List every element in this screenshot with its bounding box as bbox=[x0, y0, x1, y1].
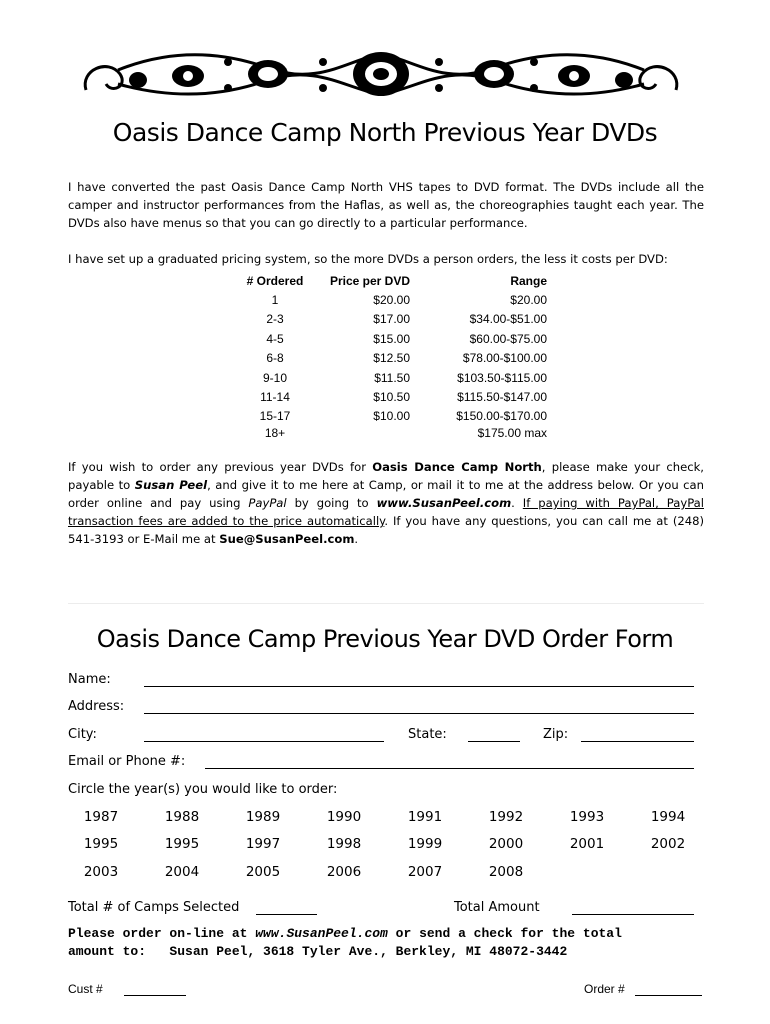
mailing-address: amount to: Susan Peel, 3618 Tyler Ave., Berkley, MI 48072-3442 bbox=[68, 944, 568, 959]
city-field[interactable] bbox=[144, 741, 384, 742]
state-field[interactable] bbox=[468, 741, 520, 742]
cell-range: $60.00-$75.00 bbox=[469, 331, 547, 346]
year-option[interactable]: 2003 bbox=[83, 864, 119, 880]
website-link[interactable]: www.SusanPeel.com bbox=[376, 496, 512, 510]
paypal-text: PayPal bbox=[248, 496, 287, 510]
form-title: Oasis Dance Camp Previous Year DVD Order Form bbox=[96, 625, 674, 653]
camp-name: Oasis Dance Camp North bbox=[372, 460, 542, 474]
cell-range: $175.00 max bbox=[477, 426, 547, 441]
order-text: . bbox=[354, 532, 359, 546]
year-option[interactable]: 1997 bbox=[245, 836, 281, 852]
year-option[interactable]: 2002 bbox=[650, 836, 686, 852]
cell-range: $150.00-$170.00 bbox=[456, 409, 547, 424]
paypal-fee-notice: If paying with PayPal, PayPal transaction fees are added to the price automatically bbox=[68, 496, 704, 528]
order-text: , please make your check, payable to bbox=[68, 460, 704, 492]
name-field[interactable] bbox=[144, 686, 694, 687]
order-text: . If you have any questions, you can call me at (248) 541-3193 or E-Mail me at bbox=[68, 514, 704, 546]
total-camps-label: Total # of Camps Selected bbox=[68, 900, 240, 915]
year-option[interactable]: 1995 bbox=[164, 836, 200, 852]
cell-price: $15.00 bbox=[373, 331, 410, 346]
order-number-field[interactable] bbox=[635, 995, 702, 996]
year-option[interactable]: 1987 bbox=[83, 809, 119, 825]
table-row bbox=[228, 368, 547, 387]
year-option[interactable]: 1990 bbox=[326, 809, 362, 825]
zip-field[interactable] bbox=[581, 741, 694, 742]
column-header-ordered: # Ordered bbox=[246, 273, 304, 288]
column-header-price: Price per DVD bbox=[329, 273, 410, 288]
address-label: Address: bbox=[68, 699, 125, 714]
year-option[interactable]: 1989 bbox=[245, 809, 281, 825]
decorative-scroll-ornament-icon bbox=[78, 40, 684, 102]
total-amount-field[interactable] bbox=[572, 914, 694, 915]
year-option[interactable]: 1998 bbox=[326, 836, 362, 852]
table-row bbox=[228, 407, 547, 426]
cell-ordered: 9-10 bbox=[262, 370, 288, 385]
order-text: If you wish to order any previous year DVDs for bbox=[68, 460, 373, 474]
year-option[interactable]: 2008 bbox=[488, 864, 524, 880]
year-option[interactable]: 1988 bbox=[164, 809, 200, 825]
year-option[interactable]: 1994 bbox=[650, 809, 686, 825]
website-link[interactable]: www.SusanPeel.com bbox=[255, 926, 388, 941]
name-label: Name: bbox=[68, 672, 111, 687]
cust-number-field[interactable] bbox=[124, 995, 186, 996]
order-info-paragraph bbox=[68, 458, 704, 548]
city-label: City: bbox=[68, 727, 97, 742]
year-option[interactable]: 2000 bbox=[488, 836, 524, 852]
email-phone-field[interactable] bbox=[205, 768, 694, 769]
year-option[interactable]: 2006 bbox=[326, 864, 362, 880]
year-option[interactable]: 1991 bbox=[407, 809, 443, 825]
cell-ordered: 18+ bbox=[264, 426, 286, 441]
table-row bbox=[228, 387, 547, 406]
total-camps-field[interactable] bbox=[256, 914, 317, 915]
state-label: State: bbox=[408, 727, 447, 742]
mailing-instructions bbox=[68, 925, 718, 943]
cell-range: $78.00-$100.00 bbox=[462, 351, 547, 366]
year-option[interactable]: 2005 bbox=[245, 864, 281, 880]
cell-range: $115.50-$147.00 bbox=[457, 390, 547, 405]
order-text: , and give it to me here at Camp, or mail it to me at the address below. Or you can order online and pay using bbox=[68, 478, 704, 510]
order-text: . bbox=[511, 496, 523, 510]
year-option[interactable]: 1992 bbox=[488, 809, 524, 825]
table-row bbox=[228, 426, 547, 440]
cell-price: $17.00 bbox=[373, 312, 410, 327]
year-option[interactable]: 1995 bbox=[83, 836, 119, 852]
payee-name: Susan Peel bbox=[134, 478, 208, 492]
cust-number-label: Cust # bbox=[68, 982, 103, 996]
instruction-text: Please order on-line at bbox=[68, 926, 256, 941]
cell-range: $103.50-$115.00 bbox=[457, 370, 547, 385]
cell-ordered: 1 bbox=[271, 293, 279, 308]
cell-ordered: 6-8 bbox=[266, 351, 284, 366]
cell-price: $10.50 bbox=[373, 390, 410, 405]
section-divider bbox=[68, 603, 704, 604]
cell-price: $12.50 bbox=[373, 351, 410, 366]
pricing-table bbox=[228, 271, 547, 440]
year-option[interactable]: 1993 bbox=[569, 809, 605, 825]
cell-price: $10.00 bbox=[373, 409, 410, 424]
table-row bbox=[228, 290, 547, 309]
cell-ordered: 2-3 bbox=[266, 312, 284, 327]
cell-range: $34.00-$51.00 bbox=[469, 312, 547, 327]
intro-paragraph: I have converted the past Oasis Dance Camp North VHS tapes to DVD format. The DVDs include all the camper and instructor performances from the Haflas, as well as, the choreographies taught each year. The DVDs also have menus so that you can go directly to a particular performance. bbox=[68, 180, 704, 230]
circle-years-label: Circle the year(s) you would like to order: bbox=[68, 782, 338, 797]
page-title: Oasis Dance Camp North Previous Year DVDs bbox=[112, 118, 658, 147]
email-link[interactable]: Sue@SusanPeel.com bbox=[219, 532, 355, 546]
cell-price: $20.00 bbox=[373, 293, 410, 308]
instruction-text: or send a check for the total bbox=[387, 926, 622, 941]
year-option[interactable]: 2007 bbox=[407, 864, 443, 880]
cell-range: $20.00 bbox=[510, 293, 547, 308]
pricing-header-row bbox=[228, 271, 547, 290]
total-amount-label: Total Amount bbox=[454, 900, 540, 915]
table-row bbox=[228, 329, 547, 348]
pricing-intro: I have set up a graduated pricing system, so the more DVDs a person orders, the less it costs per DVD: bbox=[68, 252, 668, 266]
cell-price: $11.50 bbox=[374, 370, 410, 385]
column-header-range: Range bbox=[510, 273, 547, 288]
zip-label: Zip: bbox=[543, 727, 569, 742]
address-field[interactable] bbox=[144, 713, 694, 714]
cell-price bbox=[322, 426, 410, 440]
order-number-label: Order # bbox=[584, 982, 625, 996]
email-phone-label: Email or Phone #: bbox=[68, 754, 186, 769]
year-option[interactable]: 2004 bbox=[164, 864, 200, 880]
year-option[interactable]: 2001 bbox=[569, 836, 605, 852]
order-text: by going to bbox=[286, 496, 377, 510]
cell-ordered: 4-5 bbox=[266, 331, 284, 346]
table-row bbox=[228, 310, 547, 329]
year-option[interactable]: 1999 bbox=[407, 836, 443, 852]
cell-ordered: 11-14 bbox=[260, 390, 290, 405]
table-row bbox=[228, 349, 547, 368]
cell-ordered: 15-17 bbox=[259, 409, 291, 424]
